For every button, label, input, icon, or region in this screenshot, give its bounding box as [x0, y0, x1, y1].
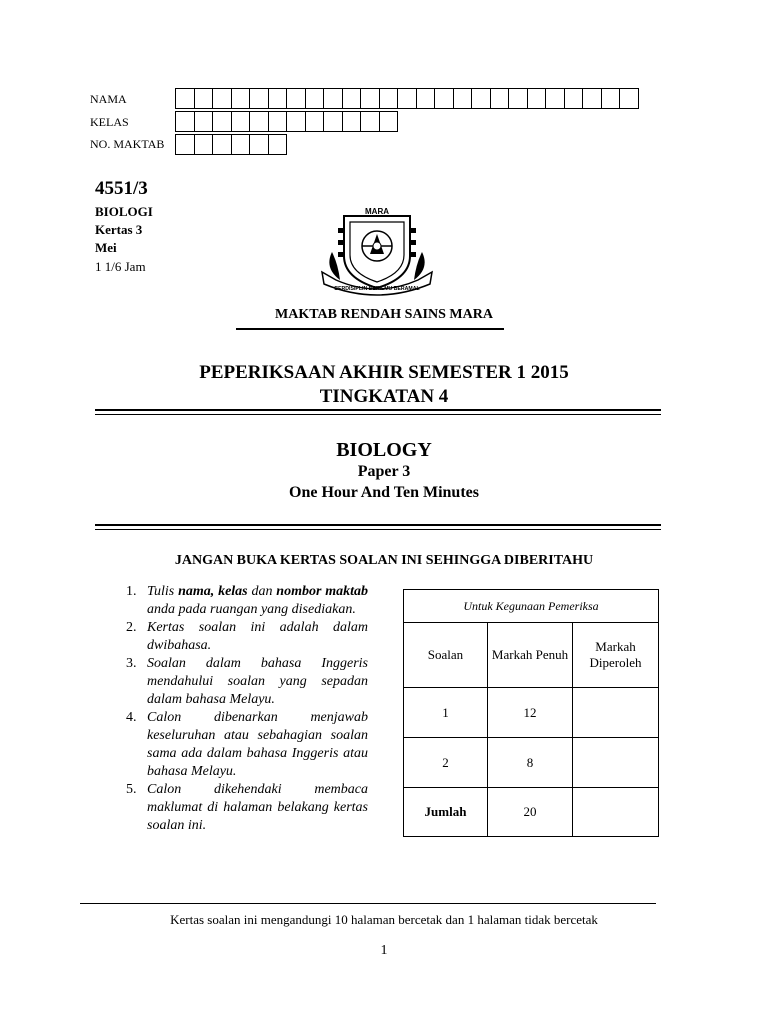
cell-markah-diperoleh[interactable]	[573, 738, 659, 788]
biology-paper: Paper 3	[357, 463, 411, 480]
instruction-text: Calon dibenarkan menjawab keseluruhan atau sebahagian soalan sama ada dalam bahasa Inggeris atau bahasa Melayu.	[147, 710, 368, 779]
entry-box[interactable]	[564, 88, 584, 109]
instruction-bold: nombor maktab	[276, 584, 369, 599]
entry-box[interactable]	[323, 111, 343, 132]
divider-bottom-thick	[95, 524, 661, 526]
entry-box[interactable]	[212, 134, 232, 155]
header-markah-penuh: Markah Penuh	[488, 623, 573, 688]
divider-bottom-thin	[95, 529, 661, 530]
entry-box[interactable]	[286, 88, 306, 109]
entry-box[interactable]	[619, 88, 639, 109]
entry-box[interactable]	[268, 88, 288, 109]
instruction-number: 5.	[126, 782, 137, 797]
instruction-number: 2.	[126, 620, 137, 635]
footer-note: Kertas soalan ini mengandungi 10 halaman bercetak dan 1 halaman tidak bercetak	[170, 912, 598, 927]
entry-box[interactable]	[471, 88, 491, 109]
instruction-item	[112, 781, 368, 835]
entry-box[interactable]	[231, 134, 251, 155]
entry-box[interactable]	[249, 134, 269, 155]
table-row	[404, 738, 659, 788]
nama-label: NAMA	[90, 92, 127, 106]
examiner-table-caption: Untuk Kegunaan Pemeriksa	[404, 590, 659, 623]
entry-box[interactable]	[342, 111, 362, 132]
institution-name: MAKTAB RENDAH SAINS MARA	[275, 307, 493, 322]
entry-box[interactable]	[379, 88, 399, 109]
entry-box[interactable]	[379, 111, 399, 132]
entry-box[interactable]	[545, 88, 565, 109]
instruction-item: 1. Tulis nama, kelas dan nombor maktab anda pada ruangan yang disediakan.	[126, 584, 369, 617]
instruction-text: Soalan dalam bahasa Inggeris mendahului soalan yang sepadan dalam bahasa Melayu.	[147, 656, 368, 707]
paper-subject: BIOLOGI	[95, 204, 153, 219]
exam-form: TINGKATAN 4	[319, 386, 449, 407]
entry-box[interactable]	[582, 88, 602, 109]
header-markah-diperoleh: Markah Diperoleh	[573, 623, 659, 688]
entry-box[interactable]	[175, 134, 195, 155]
crest-motto: BERDISIPLIN BERILMU BERAMAL	[334, 286, 420, 292]
entry-box[interactable]	[416, 88, 436, 109]
instruction-item	[112, 709, 368, 781]
entry-box[interactable]	[397, 88, 417, 109]
cell-total-label: Jumlah	[404, 788, 488, 837]
instruction-number: 4.	[126, 710, 137, 725]
entry-box[interactable]	[175, 111, 195, 132]
entry-box[interactable]	[323, 88, 343, 109]
maktab-boxes[interactable]	[175, 134, 286, 155]
entry-box[interactable]	[194, 111, 214, 132]
institution-underline	[236, 328, 504, 330]
header-soalan: Soalan	[404, 623, 488, 688]
entry-box[interactable]	[194, 134, 214, 155]
warning-text: JANGAN BUKA KERTAS SOALAN INI SEHINGGA DIBERITAHU	[174, 553, 594, 568]
cell-total-obtained[interactable]	[573, 788, 659, 837]
instruction-item	[112, 619, 368, 655]
kelas-boxes[interactable]	[175, 111, 397, 132]
maktab-label: NO. MAKTAB	[90, 137, 165, 151]
cell-markah-penuh: 8	[488, 738, 573, 788]
entry-box[interactable]	[305, 111, 325, 132]
cell-soalan: 1	[404, 688, 488, 738]
paper-month: Mei	[95, 240, 117, 255]
entry-box[interactable]	[231, 88, 251, 109]
paper-duration: 1 1/6 Jam	[95, 259, 146, 274]
divider-top-thin	[95, 414, 661, 415]
mara-crest-logo	[318, 202, 436, 298]
entry-box[interactable]	[249, 88, 269, 109]
entry-box[interactable]	[508, 88, 528, 109]
entry-box[interactable]	[601, 88, 621, 109]
table-total-row	[404, 788, 659, 837]
paper-kertas: Kertas 3	[95, 222, 143, 237]
instructions-list	[112, 583, 368, 835]
biology-duration: One Hour And Ten Minutes	[289, 484, 479, 501]
cell-soalan: 2	[404, 738, 488, 788]
examiner-table	[403, 589, 659, 837]
crest-top-text: MARA	[365, 207, 389, 216]
entry-box[interactable]	[231, 111, 251, 132]
instruction-number: 1.	[126, 584, 137, 599]
instruction-text: Calon dikehendaki membaca maklumat di halaman belakang kertas soalan ini.	[147, 782, 368, 833]
entry-box[interactable]	[268, 111, 288, 132]
entry-box[interactable]	[360, 111, 380, 132]
entry-box[interactable]	[490, 88, 510, 109]
cell-markah-diperoleh[interactable]	[573, 688, 659, 738]
entry-box[interactable]	[286, 111, 306, 132]
entry-box[interactable]	[194, 88, 214, 109]
paper-code: 4551/3	[95, 178, 148, 199]
table-row	[404, 688, 659, 738]
instruction-item	[112, 655, 368, 709]
exam-title: PEPERIKSAAN AKHIR SEMESTER 1 2015	[199, 362, 569, 383]
entry-box[interactable]	[249, 111, 269, 132]
cell-total-value: 20	[488, 788, 573, 837]
entry-box[interactable]	[527, 88, 547, 109]
entry-box[interactable]	[175, 88, 195, 109]
footer-rule	[80, 903, 656, 904]
entry-box[interactable]	[305, 88, 325, 109]
entry-box[interactable]	[434, 88, 454, 109]
entry-box[interactable]	[212, 88, 232, 109]
instruction-bold: nama, kelas	[178, 584, 248, 599]
entry-box[interactable]	[212, 111, 232, 132]
divider-top-thick	[95, 409, 661, 411]
page-number: 1	[380, 943, 388, 958]
entry-box[interactable]	[268, 134, 288, 155]
biology-title: BIOLOGY	[336, 439, 432, 461]
cell-markah-penuh: 12	[488, 688, 573, 738]
instruction-number: 3.	[126, 656, 137, 671]
entry-box[interactable]	[360, 88, 380, 109]
nama-boxes[interactable]	[175, 88, 638, 109]
kelas-label: KELAS	[90, 115, 129, 129]
entry-box[interactable]	[342, 88, 362, 109]
entry-box[interactable]	[453, 88, 473, 109]
instruction-text: Kertas soalan ini adalah dalam dwibahasa.	[147, 620, 368, 653]
